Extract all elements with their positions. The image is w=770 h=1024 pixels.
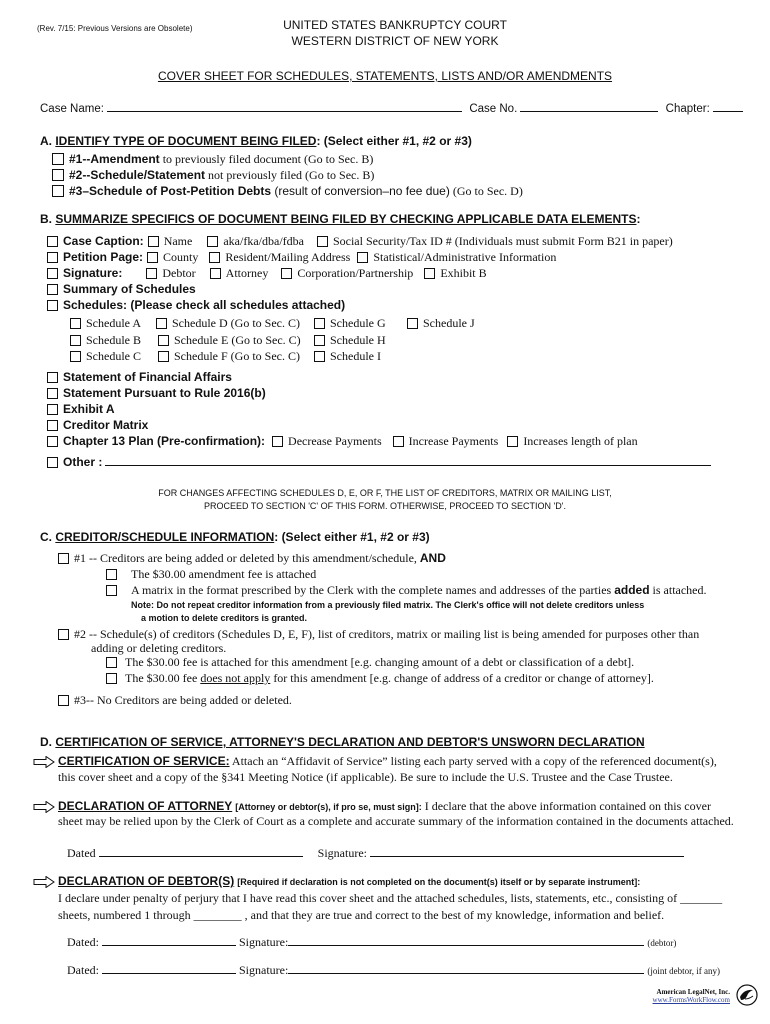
petition-page-row: Petition Page: County Resident/Mailing Address Statistical/Administrative Information bbox=[47, 250, 556, 265]
county-checkbox[interactable] bbox=[147, 252, 158, 263]
schedules-row: Schedules: (Please check all schedules attached) bbox=[47, 298, 345, 313]
publisher-url[interactable]: www.FormsWorkFlow.com bbox=[652, 996, 730, 1004]
certification-of-service: CERTIFICATION OF SERVICE: Attach an “Affidavit of Service” listing each party served with a copy of the referenced document(s), bbox=[33, 754, 717, 769]
cos-text-cont: this cover sheet and a copy of the §341 Meeting Notice (if applicable). Be sure to include the U.S. Trustee and the Case Trustee. bbox=[58, 770, 673, 784]
creditor-option-1-checkbox[interactable] bbox=[58, 553, 69, 564]
section-c-title: CREDITOR/SCHEDULE INFORMATION bbox=[55, 530, 275, 544]
schedule-statement-checkbox[interactable] bbox=[52, 169, 64, 181]
summary-row: Summary of Schedules bbox=[47, 282, 196, 297]
exhibit-a-checkbox[interactable] bbox=[47, 404, 58, 415]
chapter-field[interactable] bbox=[713, 101, 743, 112]
form-title: COVER SHEET FOR SCHEDULES, STATEMENTS, LISTS AND/OR AMENDMENTS bbox=[157, 69, 613, 83]
schedule-d-checkbox[interactable] bbox=[156, 318, 167, 329]
sofa-row: Statement of Financial Affairs bbox=[47, 370, 232, 385]
arrow-right-icon bbox=[33, 801, 55, 813]
schedule-e-checkbox[interactable] bbox=[158, 335, 169, 346]
schedule-statement-option: #2--Schedule/Statement not previously filed (Go to Sec. B) bbox=[52, 168, 374, 183]
fee-attached-checkbox[interactable] bbox=[106, 657, 117, 668]
section-d-heading: D. CERTIFICATION OF SERVICE, ATTORNEY'S DECLARATION AND DEBTOR'S UNSWORN DECLARATION bbox=[40, 735, 645, 749]
matrix-attached-item: A matrix in the format prescribed by the Clerk with the complete names and addresses of the parties added is attached. bbox=[106, 583, 707, 598]
statistical-info-checkbox[interactable] bbox=[357, 252, 368, 263]
amendment-checkbox[interactable] bbox=[52, 153, 64, 165]
declaration-of-attorney: DECLARATION OF ATTORNEY [Attorney or debtor(s), if pro se, must sign]: I declare that the above information contained on this cover bbox=[33, 799, 711, 814]
creditor-option-3-checkbox[interactable] bbox=[58, 695, 69, 706]
matrix-attached-checkbox[interactable] bbox=[106, 585, 117, 596]
amendment-fee-checkbox[interactable] bbox=[106, 569, 117, 580]
schedule-i-item: Schedule I bbox=[314, 349, 381, 364]
arrow-right-icon bbox=[33, 876, 55, 888]
publisher-name: American LegalNet, Inc. bbox=[656, 988, 730, 996]
debtor-date-field[interactable] bbox=[102, 935, 236, 946]
section-a-title: IDENTIFY TYPE OF DOCUMENT BEING FILED bbox=[55, 134, 317, 148]
case-name-label: Case Name: bbox=[40, 103, 104, 115]
court-district: WESTERN DISTRICT OF NEW YORK bbox=[291, 34, 499, 48]
chapter-13-checkbox[interactable] bbox=[47, 436, 58, 447]
creditor-matrix-row: Creditor Matrix bbox=[47, 418, 148, 433]
case-name-field[interactable] bbox=[107, 101, 462, 112]
schedule-i-checkbox[interactable] bbox=[314, 351, 325, 362]
case-fields-row bbox=[40, 101, 743, 115]
schedule-d-item: Schedule D (Go to Sec. C) bbox=[156, 316, 300, 331]
post-petition-option: #3–Schedule of Post-Petition Debts (result of conversion–no fee due) (Go to Sec. D) bbox=[52, 184, 523, 199]
joint-debtor-signature-field[interactable] bbox=[288, 963, 644, 974]
other-field[interactable] bbox=[105, 455, 711, 466]
court-header bbox=[0, 18, 770, 48]
declaration-of-debtor: DECLARATION OF DEBTOR(S) [Required if declaration is not completed on the document(s) itself or by separate instrument]: bbox=[33, 874, 640, 889]
schedule-c-item: Schedule C bbox=[70, 349, 141, 364]
attorney-signature-field[interactable] bbox=[370, 846, 684, 857]
publisher-logo bbox=[640, 988, 730, 1004]
schedule-e-item: Schedule E (Go to Sec. C) bbox=[158, 333, 301, 348]
other-row: Other : bbox=[47, 455, 711, 470]
schedule-f-item: Schedule F (Go to Sec. C) bbox=[158, 349, 300, 364]
creditor-note: Note: Do not repeat creditor information from a previously filed matrix. The Clerk's office will not delete creditors unless a motion to delete creditors is granted. bbox=[131, 600, 645, 623]
revision-note: (Rev. 7/15: Previous Versions are Obsolete) bbox=[37, 24, 193, 33]
schedule-a-item: Schedule A bbox=[70, 316, 141, 331]
exhibit-b-checkbox[interactable] bbox=[424, 268, 435, 279]
arrow-right-icon bbox=[33, 756, 55, 768]
court-name: UNITED STATES BANKRUPTCY COURT bbox=[283, 18, 507, 32]
sofa-checkbox[interactable] bbox=[47, 372, 58, 383]
creditor-option-2-checkbox[interactable] bbox=[58, 629, 69, 640]
rule-2016-row: Statement Pursuant to Rule 2016(b) bbox=[47, 386, 266, 401]
debtor-text-line1: I declare under penalty of perjury that I have read this cover sheet and the attached schedules, lists, statements, etc., consisting of _______ bbox=[58, 891, 723, 905]
fee-attached-item: The $30.00 fee is attached for this amendment [e.g. changing amount of a debt or classification of a debt]. bbox=[106, 655, 634, 670]
increase-payments-checkbox[interactable] bbox=[393, 436, 404, 447]
attorney-sign-line: Dated Signature: bbox=[67, 846, 684, 861]
name-checkbox[interactable] bbox=[148, 236, 159, 247]
debtor-text-line2: sheets, numbered 1 through ________ , and that they are true and correct to the best of my knowledge, information and belief. bbox=[58, 908, 665, 922]
case-no-label: Case No. bbox=[469, 103, 518, 115]
aka-checkbox[interactable] bbox=[207, 236, 218, 247]
section-d-title: CERTIFICATION OF SERVICE, ATTORNEY'S DECLARATION AND DEBTOR'S UNSWORN DECLARATION bbox=[55, 735, 645, 749]
decrease-payments-checkbox[interactable] bbox=[272, 436, 283, 447]
section-b-heading: B. SUMMARIZE SPECIFICS OF DOCUMENT BEING FILED BY CHECKING APPLICABLE DATA ELEMENTS: bbox=[40, 212, 641, 226]
schedules-checkbox[interactable] bbox=[47, 300, 58, 311]
schedule-c-checkbox[interactable] bbox=[70, 351, 81, 362]
debtor-signature-field[interactable] bbox=[288, 935, 644, 946]
case-caption-row: Case Caption: Name aka/fka/dba/fdba Social Security/Tax ID # (Individuals must submit Form B21 in paper) bbox=[47, 234, 673, 249]
schedule-j-checkbox[interactable] bbox=[407, 318, 418, 329]
post-petition-checkbox[interactable] bbox=[52, 185, 64, 197]
signature-checkbox[interactable] bbox=[47, 268, 58, 279]
debtor-signature-checkbox[interactable] bbox=[146, 268, 157, 279]
creditor-option-3: #3-- No Creditors are being added or deleted. bbox=[58, 693, 292, 708]
section-b-title: SUMMARIZE SPECIFICS OF DOCUMENT BEING FILED BY CHECKING APPLICABLE DATA ELEMENTS bbox=[55, 212, 637, 226]
joint-debtor-date-field[interactable] bbox=[102, 963, 236, 974]
section-a-heading: A. IDENTIFY TYPE OF DOCUMENT BEING FILED: (Select either #1, #2 or #3) bbox=[40, 134, 472, 148]
fee-not-apply-item: The $30.00 fee does not apply for this amendment [e.g. change of address of a creditor or change of attorney]. bbox=[106, 671, 654, 686]
chapter-13-row: Chapter 13 Plan (Pre-confirmation): Decrease Payments Increase Payments Increases length of plan bbox=[47, 434, 638, 449]
attorney-signature-checkbox[interactable] bbox=[210, 268, 221, 279]
debtor-sign-line: Dated: Signature: (debtor) bbox=[67, 935, 677, 949]
summary-checkbox[interactable] bbox=[47, 284, 58, 295]
schedule-g-item: Schedule G bbox=[314, 316, 386, 331]
schedule-j-item: Schedule J bbox=[407, 316, 475, 331]
amendment-option: #1--Amendment to previously filed document (Go to Sec. B) bbox=[52, 152, 373, 167]
increase-length-checkbox[interactable] bbox=[507, 436, 518, 447]
section-c-heading: C. CREDITOR/SCHEDULE INFORMATION: (Select either #1, #2 or #3) bbox=[40, 530, 430, 544]
attorney-date-field[interactable] bbox=[99, 846, 303, 857]
exhibit-a-row: Exhibit A bbox=[47, 402, 115, 417]
case-caption-checkbox[interactable] bbox=[47, 236, 58, 247]
ssn-checkbox[interactable] bbox=[317, 236, 328, 247]
creditor-option-2: #2 -- Schedule(s) of creditors (Schedules D, E, F), list of creditors, matrix or mailing list is being amended for purposes other than bbox=[58, 627, 699, 642]
chapter-label: Chapter: bbox=[665, 103, 710, 115]
case-no-field[interactable] bbox=[520, 101, 658, 112]
attorney-text-cont: sheet may be relied upon by the Clerk of Court as a complete and accurate summary of the information contained in the documents attached. bbox=[58, 814, 734, 828]
schedule-g-checkbox[interactable] bbox=[314, 318, 325, 329]
schedule-f-checkbox[interactable] bbox=[158, 351, 169, 362]
address-checkbox[interactable] bbox=[209, 252, 220, 263]
eagle-seal-icon bbox=[736, 984, 758, 1006]
corporation-checkbox[interactable] bbox=[281, 268, 292, 279]
fee-not-apply-checkbox[interactable] bbox=[106, 673, 117, 684]
creditor-option-1: #1 -- Creditors are being added or deleted by this amendment/schedule, AND bbox=[58, 551, 446, 566]
schedule-b-item: Schedule B bbox=[70, 333, 141, 348]
other-checkbox[interactable] bbox=[47, 457, 58, 468]
schedule-a-checkbox[interactable] bbox=[70, 318, 81, 329]
schedule-h-checkbox[interactable] bbox=[314, 335, 325, 346]
schedule-b-checkbox[interactable] bbox=[70, 335, 81, 346]
section-b-note: FOR CHANGES AFFECTING SCHEDULES D, E, OR F, THE LIST OF CREDITORS, MATRIX OR MAILING LIST, PROCEED TO SECTION 'C' OF THIS FORM. OTHERWISE, PROCEED TO SECTION 'D'. bbox=[158, 488, 612, 511]
amendment-fee-item: The $30.00 amendment fee is attached bbox=[106, 567, 316, 582]
signature-row: Signature: Debtor Attorney Corporation/Partnership Exhibit B bbox=[47, 266, 487, 281]
creditor-option-2-cont: adding or deleting creditors. bbox=[91, 641, 227, 655]
schedule-h-item: Schedule H bbox=[314, 333, 386, 348]
rule-2016-checkbox[interactable] bbox=[47, 388, 58, 399]
petition-page-checkbox[interactable] bbox=[47, 252, 58, 263]
creditor-matrix-checkbox[interactable] bbox=[47, 420, 58, 431]
joint-debtor-sign-line: Dated: Signature: (joint debtor, if any) bbox=[67, 963, 720, 977]
